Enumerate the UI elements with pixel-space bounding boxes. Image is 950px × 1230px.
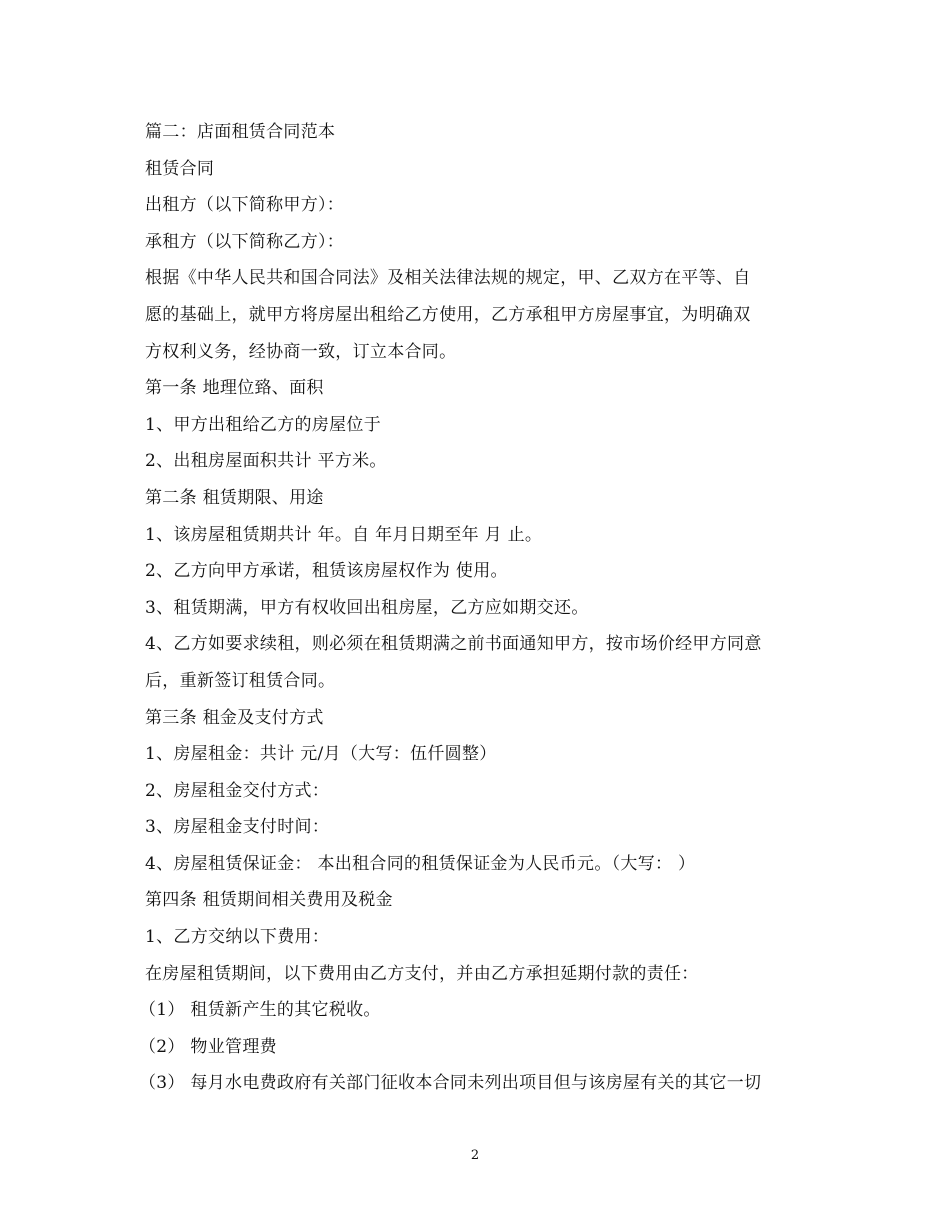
article-heading: 第一条 地理位臵、面积 [145, 378, 324, 399]
paragraph-line: 愿的基础上，就甲方将房屋出租给乙方使用，乙方承租甲方房屋事宜，为明确双 [145, 304, 751, 325]
paragraph-line: 承租方（以下简称乙方）： [145, 231, 345, 252]
paragraph-line: 1、乙方交纳以下费用： [145, 927, 330, 948]
paragraph-line: 后，重新签订租赁合同。 [145, 670, 336, 691]
list-item: （3） 每月水电费政府有关部门征收本合同未列出项目但与该房屋有关的其它一切 [139, 1073, 762, 1094]
paragraph-line: 方权利义务，经协商一致，订立本合同。 [145, 341, 457, 362]
paragraph-line: 2、乙方向甲方承诺，租赁该房屋权作为 使用。 [145, 561, 508, 582]
paragraph-line: 根据《中华人民共和国合同法》及相关法律法规的规定，甲、乙双方在平等、自 [145, 268, 751, 289]
contract-title: 租赁合同 [145, 158, 215, 179]
page-number: 2 [470, 1148, 480, 1163]
paragraph-line: 2、出租房屋面积共计 平方米。 [145, 451, 387, 472]
paragraph-line: 2、房屋租金交付方式： [145, 780, 330, 801]
paragraph-line: 3、房屋租金支付时间： [145, 817, 330, 838]
paragraph-line: 3、租赁期满，甲方有权收回出租房屋，乙方应如期交还。 [145, 597, 589, 618]
article-heading: 第三条 租金及支付方式 [145, 707, 324, 728]
paragraph-line: 4、乙方如要求续租，则必须在租赁期满之前书面通知甲方，按市场价经甲方同意 [145, 634, 762, 655]
list-item: （2） 物业管理费 [139, 1036, 277, 1057]
paragraph-line: 1、甲方出租给乙方的房屋位于 [145, 414, 382, 435]
paragraph-line: 4、房屋租赁保证金： 本出租合同的租赁保证金为人民币元。（大写： ） [145, 853, 696, 874]
list-item: （1） 租赁新产生的其它税收。 [139, 1000, 381, 1021]
article-heading: 第二条 租赁期限、用途 [145, 487, 324, 508]
paragraph-line: 出租方（以下简称甲方）： [145, 195, 345, 216]
section-heading: 篇二：店面租赁合同范本 [145, 122, 336, 142]
paragraph-line: 1、房屋租金：共计 元/月（大写：伍仟圆整） [145, 744, 497, 765]
article-heading: 第四条 租赁期间相关费用及税金 [145, 890, 393, 911]
paragraph-line: 1、该房屋租赁期共计 年。自 年月日期至年 月 止。 [145, 524, 543, 545]
paragraph-line: 在房屋租赁期间，以下费用由乙方支付，并由乙方承担延期付款的责任： [145, 963, 699, 984]
document-body [139, 114, 825, 1102]
